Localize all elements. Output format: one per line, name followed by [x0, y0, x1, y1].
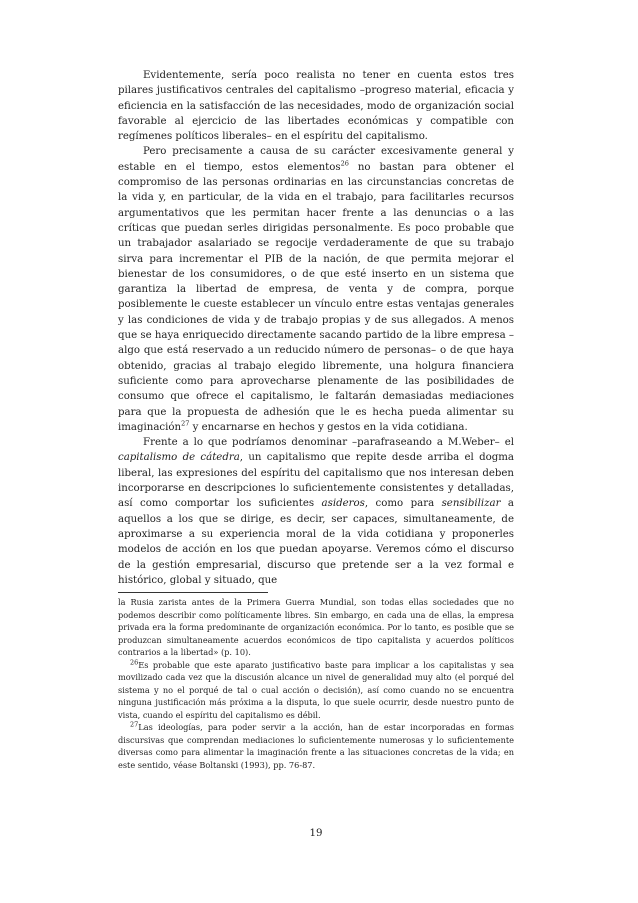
paragraph-3-text-d: a aquellos a los que se dirige, es decir, ser capaces, simultaneamente, de aproximarse a su experiencia moral de la vida cotidiana y proponerles modelos de acción en los que puedan apoyarse. Veremos cómo el discurso de la gestión empresarial, discurso que pretende ser a la vez formal e histórico, global y situado, que — [118, 498, 515, 586]
paragraph-3-text-c: , como para — [364, 498, 442, 510]
footnote-27-text: Las ideologías, para poder servir a la acción, han de estar incorporadas en formas discursivas que comprendan mediaciones lo suficientemente numerosas y lo suficientemente diversas como para alimentar la imaginación frente a las situaciones concretas de la vida; en este sentido, véase Boltanski (1993), pp. 76-87. — [118, 722, 514, 770]
paragraph-3 — [118, 435, 514, 588]
paragraph-3-emphasis-3: sensibilizar — [441, 498, 501, 510]
footnote-27-number: 27 — [130, 720, 139, 729]
paragraph-2-text-a: Pero precisamente a causa de su carácter excesivamente general y estable en el tiempo, estos elementos — [118, 146, 514, 173]
footnote-26 — [118, 659, 514, 722]
paragraph-2-text-b: no bastan para obtener el compromiso de las personas ordinarias en las circunstancias concretas de la vida y, en particular, de la vida en el trabajo, para facilitarles recursos argumentativos que les permitan hacer frente a las denuncias o a las críticas que puedan serles dirigidas personalmente. Es poco probable que un trabajador asalariado se regocije verdaderamente de que su trabajo sirva para incrementar el PIB de la nación, de que permita mejorar el bienestar de los consumidores, o de que esté inserto en un sistema que garantiza la libertad de empresa, de venta y de compra, porque posiblemente le cueste establecer un vínculo entre estas ventajas generales y las condiciones de vida y de trabajo propias y de sus allegados. A menos que se haya enriquecido directamente sacando partido de la libre empresa –algo que está reservado a un reducido número de personas– o de que haya obtenido, gracias al trabajo elegido libremente, una holgura financiera suficiente como para aprovecharse plenamente de las posibilidades de consumo que ofrece el capitalismo, le faltarán demasiadas mediaciones para que la propuesta de adhesión que le es hecha pueda alimentar su imaginación — [118, 161, 514, 433]
paragraph-3-emphasis-1: capitalismo de cátedra — [118, 452, 240, 464]
footnote-26-text: Es probable que este aparato justificativo baste para implicar a los capitalistas y sea movilizado cada vez que la discusión alcance un nivel de generalidad muy alto (el porqué del sistema y no el porqué de tal o cual acción o decisión), así como cuando no se encuentra ninguna justificación más próxima a la disputa, lo que suele ocurrir, desde nuestro punto de vista, cuando el espíritu del capitalismo es débil. — [118, 659, 514, 720]
footnote-26-number: 26 — [130, 657, 139, 666]
paragraph-3-emphasis-2: asideros — [321, 498, 365, 510]
footnote-continuation-text: la Rusia zarista antes de la Primera Guerra Mundial, son todas ellas sociedades que no podemos describir como políticamente libres. Sin embargo, en cada una de ellas, la empresa privada era la forma predominante de organización económica. Por lo tanto, es posible que se produzcan simultaneamente acuerdos económicos de tipo capitalista y acuerdos políticos contrarios a la libertad» (p. 10). — [118, 597, 514, 658]
footnote-27 — [118, 721, 514, 771]
footnote-continuation — [118, 596, 514, 659]
page-number: 19 — [309, 828, 323, 839]
footnote-ref-27[interactable]: 27 — [181, 419, 190, 428]
paragraph-1 — [118, 68, 514, 144]
footnote-ref-26[interactable]: 26 — [340, 159, 349, 168]
paragraph-3-text-a: Frente a lo que podríamos denominar –parafraseando a M.Weber– el — [143, 437, 514, 449]
paragraph-2 — [118, 144, 514, 435]
footnote-divider — [118, 592, 268, 593]
paragraph-3-text-b: , un capitalismo que repite desde arriba el dogma liberal, las expresiones del espíritu del capitalismo que nos interesan deben incorporarse en descripciones lo suficientemente consistentes y detalladas, así como comportar los suficientes — [118, 452, 514, 510]
paragraph-1-text: Evidentemente, sería poco realista no tener en cuenta estos tres pilares justificativos centrales del capitalismo –progreso material, eficacia y eficiencia en la satisfacción de las necesidades, modo de organización social favorable al ejercicio de las libertades económicas y compatible con regímenes políticos liberales– en el espíritu del capitalismo. — [118, 70, 514, 143]
document-page — [118, 68, 515, 839]
paragraph-2-text-c: y encarnarse en hechos y gestos en la vida cotidiana. — [189, 421, 468, 433]
